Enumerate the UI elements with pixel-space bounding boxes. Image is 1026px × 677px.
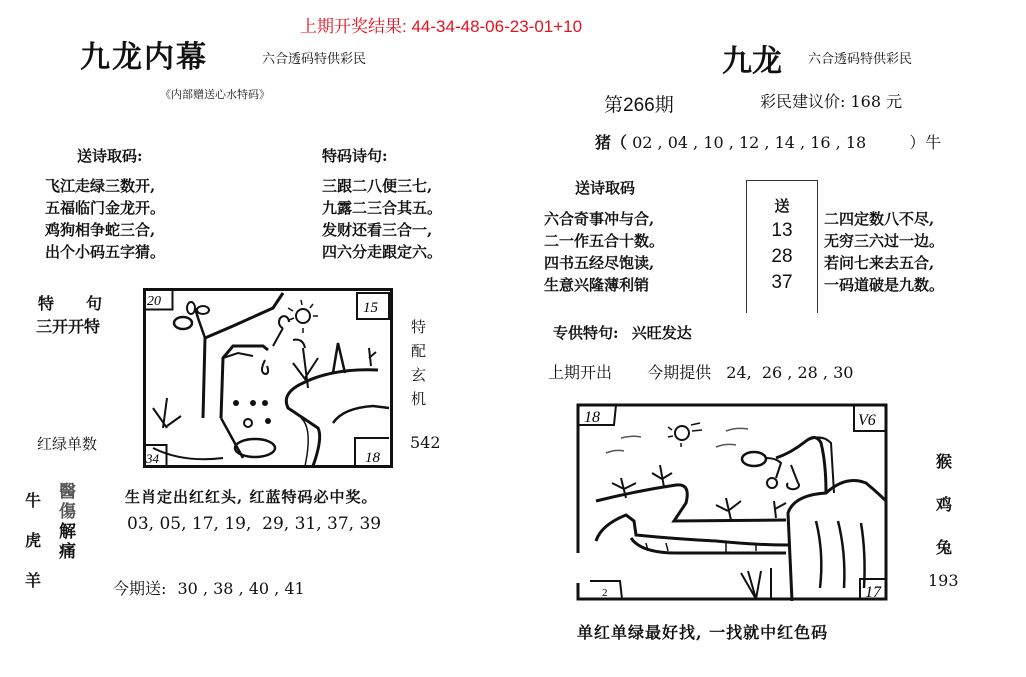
zodiac-numbers: 03, 05, 17, 19, 29, 31, 37, 39 [127, 514, 382, 534]
last-result-label: 上期开奖结果: [300, 17, 407, 36]
last-out-label: 上期开出 [548, 363, 613, 382]
poem-line: 六合奇事冲与合, [544, 210, 655, 228]
right-riddle-picture [576, 403, 888, 601]
zodiac-char: 羊 [25, 571, 42, 590]
right-poem2 [824, 208, 944, 296]
provide-label: 今期提供 [647, 363, 712, 382]
provide-numbers: 24, 26 , 28 , 30 [726, 363, 854, 382]
corner-number-bottom-left: 34 [146, 451, 159, 466]
poem-line: 四六分走跟定六。 [322, 243, 443, 261]
left-poem2 [322, 175, 442, 263]
side-char: 玄 [411, 366, 427, 384]
poem-line: 飞江走绿三数开, [45, 177, 156, 195]
red-green-label: 红绿单数 [37, 435, 98, 453]
pig-numbers: 02 , 04 , 10 , 12 , 14 , 16 , 18 [632, 133, 867, 152]
side-char: 兔 [936, 538, 953, 557]
medical-stamp [59, 482, 76, 562]
zodiac-char: 虎 [25, 531, 42, 550]
stamp-char: 痛 [59, 542, 76, 562]
poem-line: 三跟二八便三七, [322, 177, 433, 195]
poem-line: 鸡狗相争蛇三合, [45, 221, 156, 239]
left-poem1-heading: 送诗取码: [77, 147, 143, 165]
price-label: 彩民建议价: [760, 92, 846, 111]
footer-sentence: 单红单绿最好找, 一找就中红色码 [577, 623, 829, 642]
send-box-number: 13 [771, 220, 793, 241]
stamp-char: 醫 [59, 482, 76, 502]
corner-number-top-right: V6 [858, 412, 876, 429]
special-phrase [553, 322, 692, 343]
right-subtitle: 六合透码特供彩民 [808, 52, 913, 67]
pig-line-end: ）牛 [909, 133, 942, 152]
special-phrase-label: 特 句 [38, 294, 103, 313]
corner-number-top-left: 20 [147, 294, 161, 309]
this-issue-label: 今期送: [113, 579, 167, 598]
this-issue-send [113, 576, 305, 599]
side-char: 配 [411, 342, 427, 360]
pig-ox-line [595, 130, 941, 153]
poem-line: 二一作五合十数。 [544, 232, 665, 250]
corner-number-bottom-right: 18 [365, 450, 380, 466]
poem-line: 无穷三六过一边。 [824, 232, 945, 250]
stamp-char: 解 [59, 522, 76, 542]
poem-line: 出个小码五字猜。 [45, 243, 166, 261]
poem-line: 生意兴隆薄利销 [544, 276, 650, 294]
left-subtitle: 六合透码特供彩民 [262, 52, 367, 67]
poem-line: 发财还看三合一, [322, 221, 433, 239]
send-numbers-box [746, 180, 818, 313]
poem-line: 五福临门金龙开。 [45, 199, 166, 217]
right-side-number: 193 [928, 571, 959, 590]
side-char: 猴 [936, 452, 953, 471]
pig-line-start: 猪（ [595, 133, 628, 152]
corner-number-top-right: 15 [363, 300, 378, 316]
poem-line: 九露二三合其五。 [322, 199, 443, 217]
this-issue-numbers: 30 , 38 , 40 , 41 [177, 579, 305, 598]
last-result-banner [300, 12, 582, 37]
zodiac-sentence: 生肖定出红红头, 红蓝特码必中奖。 [125, 488, 378, 506]
right-poem1 [544, 208, 664, 296]
corner-number-top-left: 18 [584, 409, 600, 426]
zodiac-column [25, 481, 41, 601]
right-side-vertical [936, 440, 952, 569]
right-poem1-heading: 送诗取码 [575, 179, 636, 197]
corner-number-bottom-right: 17 [865, 584, 881, 601]
send-box-number: 37 [771, 272, 793, 293]
stamp-char: 傷 [59, 502, 76, 522]
special-phrase-value: 兴旺发达 [631, 324, 692, 342]
corner-number-bottom-left: 2 [602, 587, 608, 599]
poem-line: 若问七来去五合, [824, 254, 935, 272]
left-riddle-picture [143, 288, 393, 468]
issue-number: 第266期 [604, 95, 674, 116]
last-out-provide [548, 360, 853, 383]
side-char: 鸡 [936, 495, 953, 514]
left-side-vertical [411, 315, 426, 411]
left-title: 九龙内幕 [80, 40, 208, 75]
left-side-number: 542 [410, 433, 441, 452]
zodiac-char: 牛 [25, 491, 42, 510]
side-char: 机 [411, 390, 427, 408]
price-value: 168 元 [850, 92, 903, 111]
special-phrase-label: 专供特句: [553, 324, 619, 342]
price [760, 89, 902, 112]
poem-line: 二四定数八不尽, [824, 210, 935, 228]
right-title: 九龙 [722, 44, 782, 79]
poem-line: 一码道破是九数。 [824, 276, 945, 294]
send-box-label: 送 [774, 197, 790, 215]
poem-line: 四书五经尽饱读, [544, 254, 655, 272]
left-poem2-heading: 特码诗句: [322, 147, 388, 165]
special-phrase-value: 三开开特 [36, 317, 101, 336]
left-poem1 [45, 175, 165, 263]
side-char: 特 [411, 318, 427, 336]
left-tagline: 《内部赠送心水特码》 [160, 88, 270, 101]
last-result-numbers: 44-34-48-06-23-01+10 [411, 17, 583, 36]
send-box-number: 28 [771, 246, 793, 267]
